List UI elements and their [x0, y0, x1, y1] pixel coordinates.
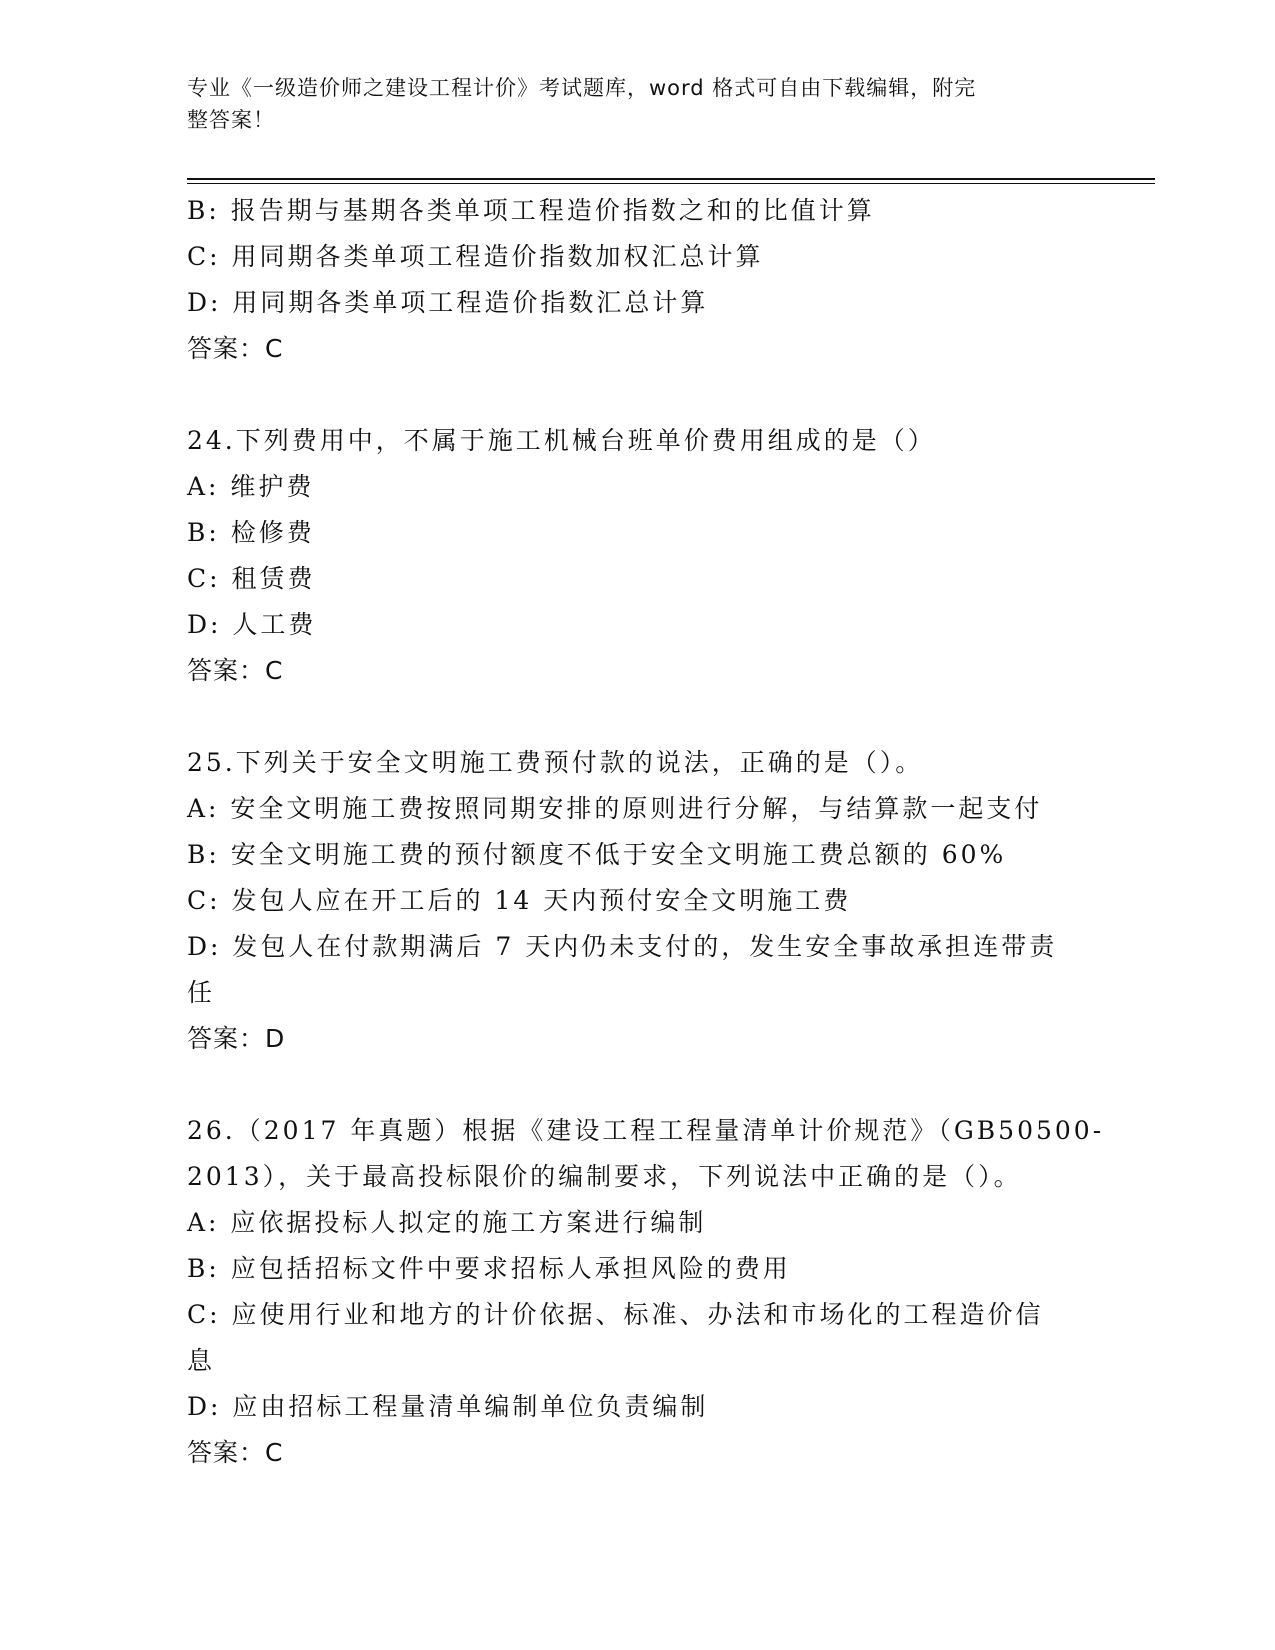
- option-b: B: 应包括招标文件中要求招标人承担风险的费用: [187, 1254, 791, 1283]
- question-list: [187, 188, 1105, 1476]
- answer: 答案：C: [187, 334, 284, 363]
- answer: 答案：D: [187, 1024, 286, 1053]
- header-line-1: 专业《一级造价师之建设工程计价》考试题库，word 格式可自由下载编辑，附完: [187, 76, 977, 100]
- option-c: C: 发包人应在开工后的 14 天内预付安全文明施工费: [187, 886, 852, 915]
- question-text-line-1: 26.（2017 年真题）根据《建设工程工程量清单计价规范》（GB50500-: [187, 1116, 1105, 1145]
- header-line-2: 整答案！: [187, 108, 275, 132]
- option-c: C: 租赁费: [187, 564, 316, 593]
- question-23-tail: [187, 188, 1087, 372]
- header-divider-bottom: [187, 183, 1155, 184]
- question-text: 24.下列费用中，不属于施工机械台班单价费用组成的是（）: [187, 426, 936, 455]
- option-c-line-1: C: 应使用行业和地方的计价依据、标准、办法和市场化的工程造价信: [187, 1300, 1044, 1329]
- document-header: [187, 72, 1067, 136]
- option-b: B: 检修费: [187, 518, 315, 547]
- question-text: 25.下列关于安全文明施工费预付款的说法，正确的是（）。: [187, 748, 924, 777]
- option-b: B: 安全文明施工费的预付额度不低于安全文明施工费总额的 60%: [187, 840, 1007, 869]
- question-26: [187, 1108, 1105, 1476]
- header-divider-top: [187, 178, 1155, 180]
- answer: 答案：C: [187, 656, 284, 685]
- answer: 答案：C: [187, 1438, 284, 1467]
- option-d-line-2: 任: [187, 978, 216, 1007]
- option-b: B: 报告期与基期各类单项工程造价指数之和的比值计算: [187, 196, 875, 225]
- option-d: D: 用同期各类单项工程造价指数汇总计算: [187, 288, 709, 317]
- spacer: [187, 372, 1087, 418]
- spacer: [187, 1062, 1087, 1108]
- option-d-line-1: D: 发包人在付款期满后 7 天内仍未支付的，发生安全事故承担连带责: [187, 932, 1058, 961]
- option-c-line-2: 息: [187, 1346, 216, 1375]
- question-text-line-2: 2013），关于最高投标限价的编制要求，下列说法中正确的是（）。: [187, 1162, 1022, 1191]
- option-a: A: 维护费: [187, 472, 315, 501]
- question-25: [187, 740, 1087, 1062]
- spacer: [187, 694, 1087, 740]
- option-d: D: 应由招标工程量清单编制单位负责编制: [187, 1392, 709, 1421]
- option-a: A: 安全文明施工费按照同期安排的原则进行分解，与结算款一起支付: [187, 794, 1043, 823]
- option-a: A: 应依据投标人拟定的施工方案进行编制: [187, 1208, 707, 1237]
- option-c: C: 用同期各类单项工程造价指数加权汇总计算: [187, 242, 764, 271]
- option-d: D: 人工费: [187, 610, 317, 639]
- question-24: [187, 418, 1087, 694]
